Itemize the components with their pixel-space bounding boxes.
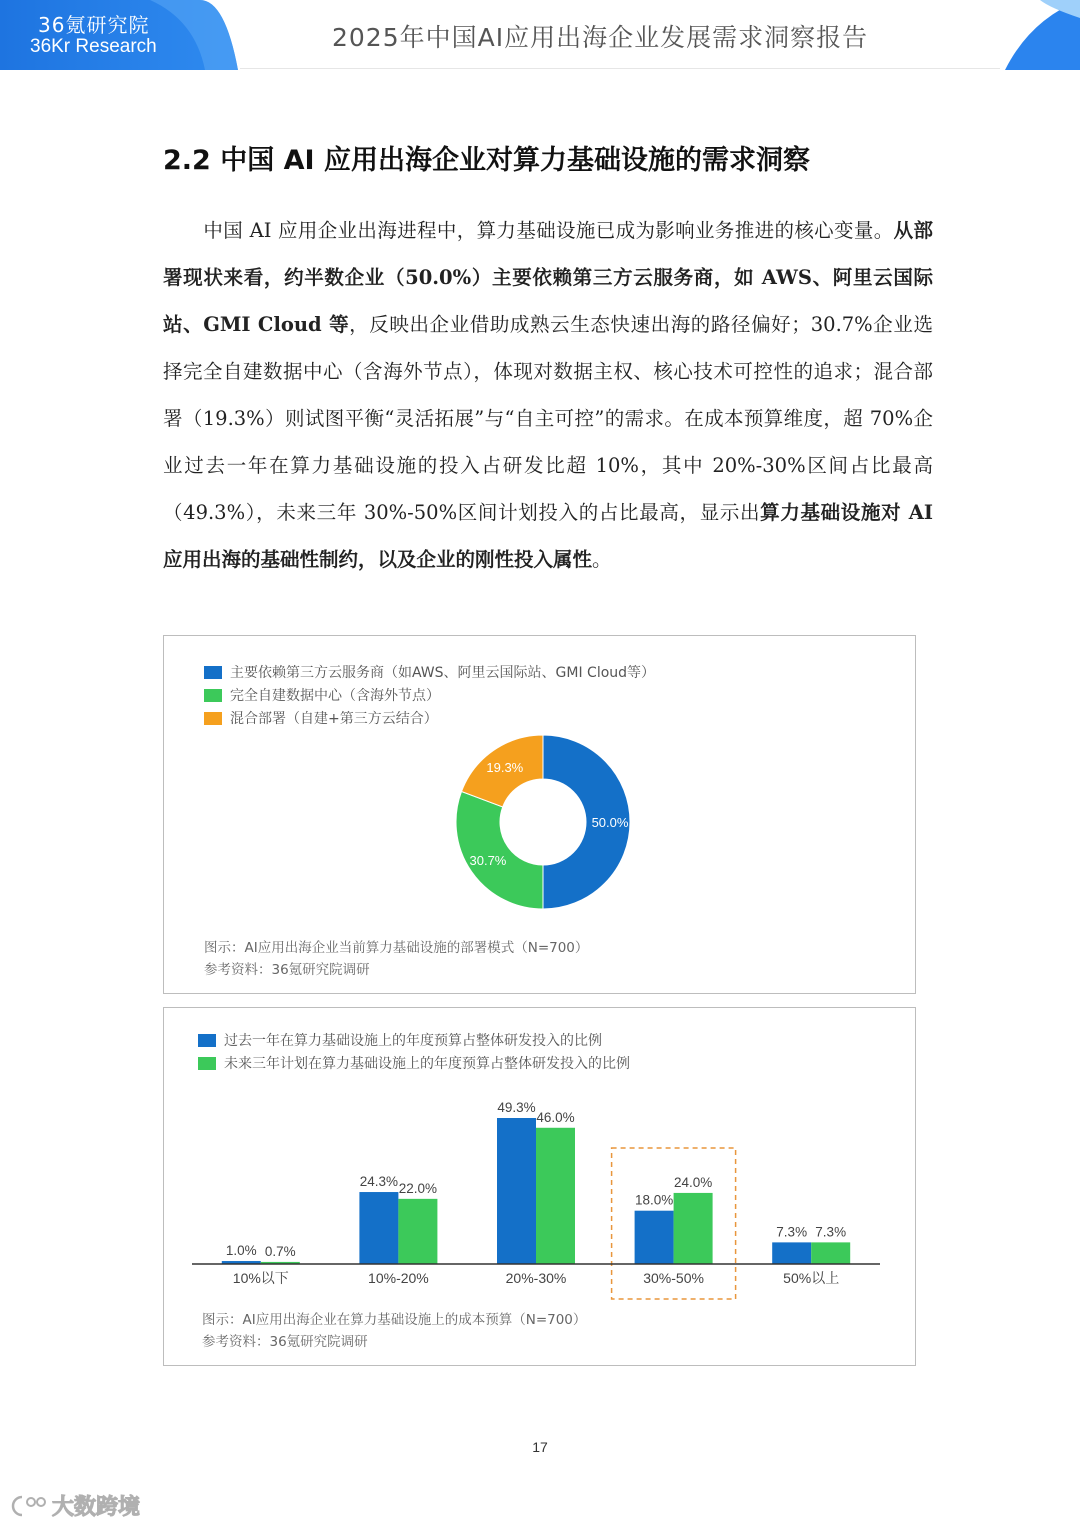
watermark [10,1490,140,1521]
legend-label: 未来三年计划在算力基础设施上的年度预算占整体研发投入的比例 [224,1056,630,1072]
bar-next-three-years [674,1193,713,1264]
x-tick-label: 20%-30% [505,1270,567,1286]
bar-value-label: 1.0% [225,1243,257,1259]
bar-value-label: 24.0% [673,1174,713,1190]
donut-value-label: 30.7% [469,853,507,869]
report-title: 2025年中国AI应用出海企业发展需求洞察报告 [332,23,869,52]
header-divider [240,68,1000,69]
chart-caption: 图示：AI应用出海企业在算力基础设施上的成本预算（N=700） [202,1312,587,1328]
section-title: 2.2 中国 AI 应用出海企业对算力基础设施的需求洞察 [163,145,810,176]
header-right-banner [1000,0,1080,70]
bar-next-three-years [536,1128,575,1264]
bar-past-year [772,1242,811,1264]
x-tick-label: 10%-20% [368,1270,429,1286]
page-number: 17 [532,1439,548,1455]
bar-past-year [497,1118,536,1264]
bar-value-label: 0.7% [264,1243,296,1259]
body-sentence-5: 。 [592,548,612,571]
x-tick-label: 30%-50% [643,1270,704,1286]
bar-past-year [359,1192,398,1264]
watermark-logo-icon [10,1493,48,1519]
body-sentence-2-bold: 从部署现状来看，约半数企业（50.0%）主要依赖第三方云服务商，如 AWS、阿里云国际站、GMI Cloud 等 [163,219,933,336]
chart-caption: 图示：AI应用出海企业当前算力基础设施的部署模式（N=700） [204,940,589,956]
legend-label: 完全自建数据中心（含海外节点） [230,688,440,704]
bar-next-three-years [811,1242,850,1264]
legend-label: 主要依赖第三方云服务商（如AWS、阿里云国际站、GMI Cloud等） [230,665,656,681]
bar-value-label: 7.3% [776,1224,808,1240]
page-header [0,0,1080,70]
donut-value-label: 19.3% [486,759,524,775]
bar-value-label: 22.0% [398,1180,438,1196]
bar-past-year [635,1211,674,1264]
body-sentence-1: 中国 AI 应用企业出海进程中，算力基础设施已成为影响业务推进的核心变量。 [203,219,894,242]
watermark-text: 大数跨境 [52,1495,141,1520]
bar-value-label: 46.0% [536,1109,575,1125]
bar-value-label: 49.3% [497,1100,536,1115]
donut-value-label: 50.0% [591,815,629,830]
chart-source: 参考资料：36氪研究院调研 [204,962,370,978]
bar-value-label: 7.3% [815,1224,847,1240]
bar-next-three-years [398,1199,437,1264]
legend-label: 混合部署（自建+第三方云结合） [230,711,438,727]
body-sentence-3: ，反映出企业借助成熟云生态快速出海的路径偏好；30.7%企业选择完全自建数据中心（含海外节点），体现对数据主权、核心技术可控性的追求；混合部署（19.3%）则试图平衡“灵活拓展”与“自主可控”的需求。在成本预算维度，超 70%企业过去一年在算力基础设施的投入占研发比超 10%，其中 20%-30%区间占比最高（49.3%），未来三年 30%-50%区间计划投入的占比最高，显示出 [163,313,934,524]
x-tick-label: 10%以下 [232,1270,289,1286]
body-sentence-4-bold: 算力基础设施对 AI 应用出海的基础性制约，以及企业的刚性投入属性 [163,501,933,571]
bar-chart [164,1008,917,1308]
chart-source: 参考资料：36氪研究院调研 [202,1334,368,1350]
donut-segment [456,792,543,909]
body-paragraph [163,207,933,583]
budget-share-chart [163,1007,916,1366]
org-name-en: 36Kr Research [30,36,157,57]
bar-value-label: 18.0% [634,1192,674,1208]
deployment-mode-chart [163,635,916,994]
org-name-cn: 36氪研究院 [38,13,150,37]
bar-value-label: 24.3% [359,1174,399,1190]
x-tick-label: 50%以上 [783,1270,840,1286]
donut-chart [164,636,917,936]
legend-label: 过去一年在算力基础设施上的年度预算占整体研发投入的比例 [224,1033,602,1049]
